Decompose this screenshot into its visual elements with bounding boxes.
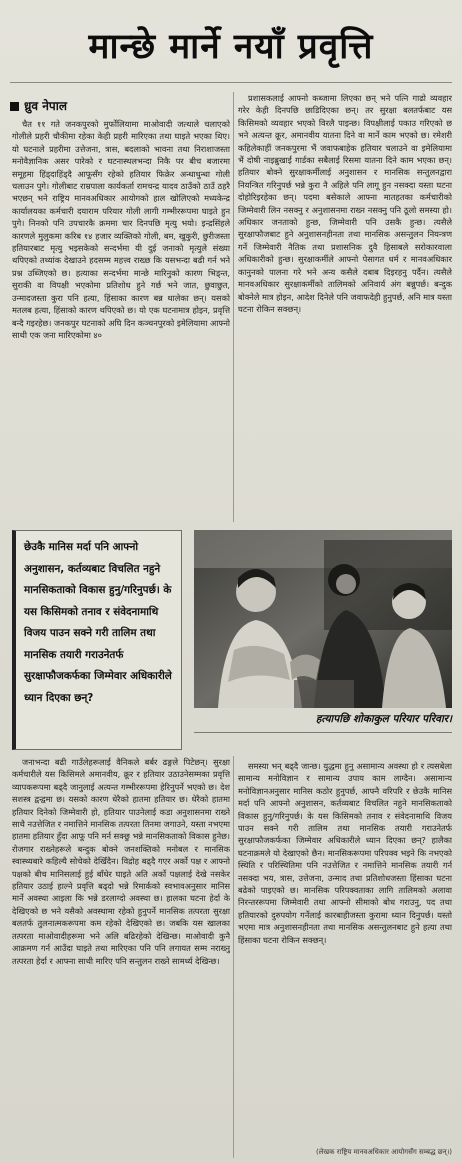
article-column-2	[238, 92, 452, 522]
bullet-square-icon	[10, 102, 19, 111]
article-column-4	[238, 760, 452, 1158]
article-column-3	[12, 756, 230, 1158]
paragraph: जनाभन्दा बढी गाउँलेहरूलाई वैनिकले बर्बर ढङ्गले पिटेछन्। सुरक्षा कर्मचारीले यस किसिमले अमानवीय, क्रूर र हतियार उठाउनेसम्मका प्रवृत्ति व्यापकरूपमा बढ्दै जानुलाई अत्यन्त गम्भीररूपमा हेरिनुपर्ने भएको छ। देश सशस्त्र द्वन्द्वमा छ। यसको कारण धेरैको हातमा हतियार छ। धेरैको हातमा हतियार दिनेको जिम्मेवारी हो, हतियार पाउनेलाई कडा अनुशासनमा राख्ने साथै नउत्तेजित र नमात्तिने मानसिक तत्परता तिनमा जगाउने, यस्ता नभएमा हातमा हतियार हुँदा आफू पनि मर्न सक्छु भन्ने मानसिकताको विकास हुनेछ। रोजगार राख्नेहरूले बन्दुक बोक्ने जनशक्तिको मनोबल र मानसिक स्वास्थ्यबारे कहिल्यै सोचेको देखिँदैन। विद्रोह बढ्दै गएर अर्को पक्ष र आफ्नो पक्षको बीच मानिसलाई हुई बाँधेर घाइते अति अर्को पक्षलाई देखे नसकेर हतियार उठाई हाल्ने प्रवृत्ति बढ्दो भन्ने रिमार्कको स्वभावअनुसार मानिस मार्ने अवस्था आइला कि भन्ने डरलाग्दो अवस्था छ। हालका घटना हेर्दा के देखिएको छ भने यसैको अवस्थामा रहेको हुनुपर्ने मानसिक तत्परता सुरक्षा बलतर्फ तुलनात्मकरूपमा कम रहेको देखिएको छ। जबकि यस खालका तत्परता माओवादीहरूमा भने अलि बढिरहेको देखिन्छ। माओवादी कुनै आक्रमण गर्न आउँदा घाइते तथा मारिएका पनि पनि लगायत सम्म नराख्नु तत्परता हेर्दा र आफ्ना साथी मारिए पनि सन्तुलन राख्ने सामर्थ्य देखिन्छ।	[12, 757, 230, 966]
article-column-1	[12, 118, 230, 518]
column-divider	[233, 756, 234, 1158]
column-divider	[233, 92, 234, 522]
pull-quote	[12, 530, 182, 750]
paragraph: प्रशासकलाई आफ्नो कब्जामा लिएका छन् भने पत्नि गाढो व्यवहार गरेर केही दिनपछि छाडिदिएका छन्। तर सुरक्षा बलतर्फबाट यस किसिमको व्यवहार भएको विरलै पाइन्छ। विपक्षीलाई पकाउ गरिएको छ भने अत्यन्त क्रूर, अमानवीय यातना दिने वा मार्ने काम भएको छ। रमेशरी कहिलेकाहीं जनकपुरमा भैं जवाफबाहेक हतियार चलाउने वा इमेलियामा भैं दोषी नाइब्रुखाई गार्डका सबैलाई रिसमा यातना दिने काम भएका छन्। हतियार बोक्ने सुरक्षाकर्मीलाई अनुशासन र मानसिक सन्तुलनद्वारा नियन्त्रित गरिनुपर्छ भन्ने कुरा नै अहिले पनि लागू हुन नसक्दा यस्ता घटना दोहोरिइरहेका छन्। पदमा बसेकाले आफ्ना मातहतका कर्मचारीको जिम्मेवारी लिन नसक्नु र अनुशासनमा राख्न नसक्नु पनि ठूलो समस्या हो। अधिकार जनताको हुन्छ, जिम्मेवारी पनि उसकै हुन्छ। त्यसैले सुरक्षाफौजबाट हुने अनुशासनहीनता तथा मानसिक असन्तुलन नियन्त्रण गर्ने जिम्मेवारी नैतिक तथा प्रशासनिक दुवै हिसाबले सरोकारवाला अधिकारीको हुन्छ। सुरक्षाकर्मीले आफ्नो पेसागत धर्म र मानवअधिकार कानुनको पालना गरे भने अन्य कसैले दबाब दिइरहनु पर्दैन। त्यसैले मानवअधिकार सुरक्षाकर्मीको तालिमको अनिवार्य अंग बन्नुपर्छ। बन्दुक बोक्नेले मात्र होइन, आदेश दिनेले पनि जवाफदेही हुनुपर्छ, अनि मात्र यस्ता घटना रोकिन सक्छन्।	[238, 93, 452, 314]
grieving-family-photo	[194, 530, 452, 708]
pull-quote-text: छेउकै मानिस मर्दा पनि आफ्नो अनुशासन, कर्तव्यबाट विचलित नहुने मानसिकताको विकास हुनु/गरिनुपर्छ। के यस किसिमको तनाव र संवेदनामाथि विजय पाउन सक्ने गरी तालिम तथा मानसिक तयारी गराउनेतर्फ सुरक्षाफौजकर्फका जिम्मेवार अधिकारीले ध्यान दिएका छन्?	[24, 541, 172, 704]
paragraph: समस्या भन् बढ्दै जान्छ। युद्धमा हुनु असामान्य अवस्था हो र त्यसबेला सामान्य मनोविज्ञान र सामान्य उपाय काम लाग्दैन। असामान्य मनोविज्ञानअनुसार मानिस कठोर हुनुपर्छ, आफ्नै वरिपरि र छेउकै मानिस मर्दा पनि आफ्नो अनुशासन, कर्तव्यबाट विचलित नहुने मानसिकताको विकास हुनु/गरिनुपर्छ। के यस किसिमको तनाव र संवेदनामाथि विजय पाउन सक्ने गरी तालिम तथा मानसिक तयारी गराउनेतर्फ सुरक्षाफौजकर्फका जिम्मेवार अधिकारीले ध्यान दिएका छन्? हालैका घटनाक्रमले यो देखाएको छैन। मानसिकरूपमा परिपक्व भइने कि नभएको स्थिति र परिस्थितिमा पनि नउत्तेजित र नमात्तिने मानसिक तयारी गर्न नसक्दा भय, त्रास, उत्तेजना, उन्माद तथा प्रतिशोधजस्ता हिंसाका घटना बढेको पाइएको छ। मानसिक परिपक्वताका लागि तालिमको अलावा निरन्तररूपमा जिम्मेवारी तथा आफ्नो सीमाको बोध गराउनु, पद तथा हतियारको दुरुपयोग गर्नेलाई कारबाहीजस्ता कुरामा ध्यान दिनुपर्छ। यस्तो भएमा मात्र अनुशासनहीनता तथा मानसिक असन्तुलनबाट हुने हत्या तथा हिंसाका घटना रोकिन सक्छन्।	[238, 761, 452, 945]
author-note: (लेखक राष्ट्रिय मानवअधिकार आयोगसँग सम्बद्ध छन्।)	[315, 1148, 452, 1156]
paragraph: चैत ११ गते जनकपुरको मुर्फोलियामा माओवादी जत्थाले चलाएको गोलीले प्रहरी चौकीमा रहेका केही प्रहरी मारिएका तथा घाइते भएका थिए। यो घटनाले प्रहरीमा उत्तेजना, त्रास, बदलाको भावना तथा निराशाजस्ता मनोवैज्ञानिक असर पारेको र घटनास्थलभन्दा निकै पर बीच बजारमा समूहमा हिंड्दाहिंड्दै आफूसँग रहेको हतियार फिक्रेर अन्धाधुन्धा गोली चलाउन पुगे। गोलीबाट राम्रपाला कार्यकर्ता रामचन्द्र यादव ठाउँको ठाउँ ठहरै भएछन् भने राष्ट्रिय मानवअधिकार आयोगको हाल खोलिएको मध्यकेन्द्र कार्यालयका कर्मचारी दयाराम परियार गोली लागी गम्भीररूपमा घाइते हुन पुगे। निनको पनि उपचारकै क्रममा चार दिनपछि मृत्यु भयो। इन्द्रसिंहले कारणले मुलुकमा करिब १४ हजार व्यक्तिको गोली, बम, खुकुरी, छुरीजस्ता हतियारबाट मृत्यु भइसकेको सन्दर्भमा यी दुई जनाको मृत्युले संख्या थपिएको तथ्यांक देखाउने हदसम्म महत्त्व राख्छ कि यसभन्दा बढी गर्न भने प्रश्न उब्जिएको छ। हत्याका सन्दर्भमा मान्छे मारिनुको कारण भिड्न्त, सुराकी वा विपक्षी भएकोमा प्रतिशोध हुने गर्छ भने जात, छुवाछुत, उन्मादजस्ता कुरा पनि हत्या, हिंसाका कारण बन्न थालेका छन्। यसको मतलब हत्या, हिंसाको कारण थपिएको छ। यो एक घटनामात्र होइन, प्रवृत्ति बन्दै गइरहेछ। जनकपुर घटनाको अघि दिन कञ्चनपुरको इमेलियामा आफ्नो साथी एक जना मारिएकोमा ४०	[12, 119, 230, 340]
caption-rule	[194, 732, 452, 733]
photo-caption: हत्यापछि शोकाकुल परियार परिवार।	[315, 713, 452, 725]
headline: मान्छे मार्ने नयाँ प्रवृत्ति	[88, 26, 374, 67]
byline	[10, 97, 67, 114]
news-photo	[194, 530, 452, 708]
headline-box	[10, 12, 452, 83]
author-name: ध्रुव नेपाल	[24, 99, 67, 113]
